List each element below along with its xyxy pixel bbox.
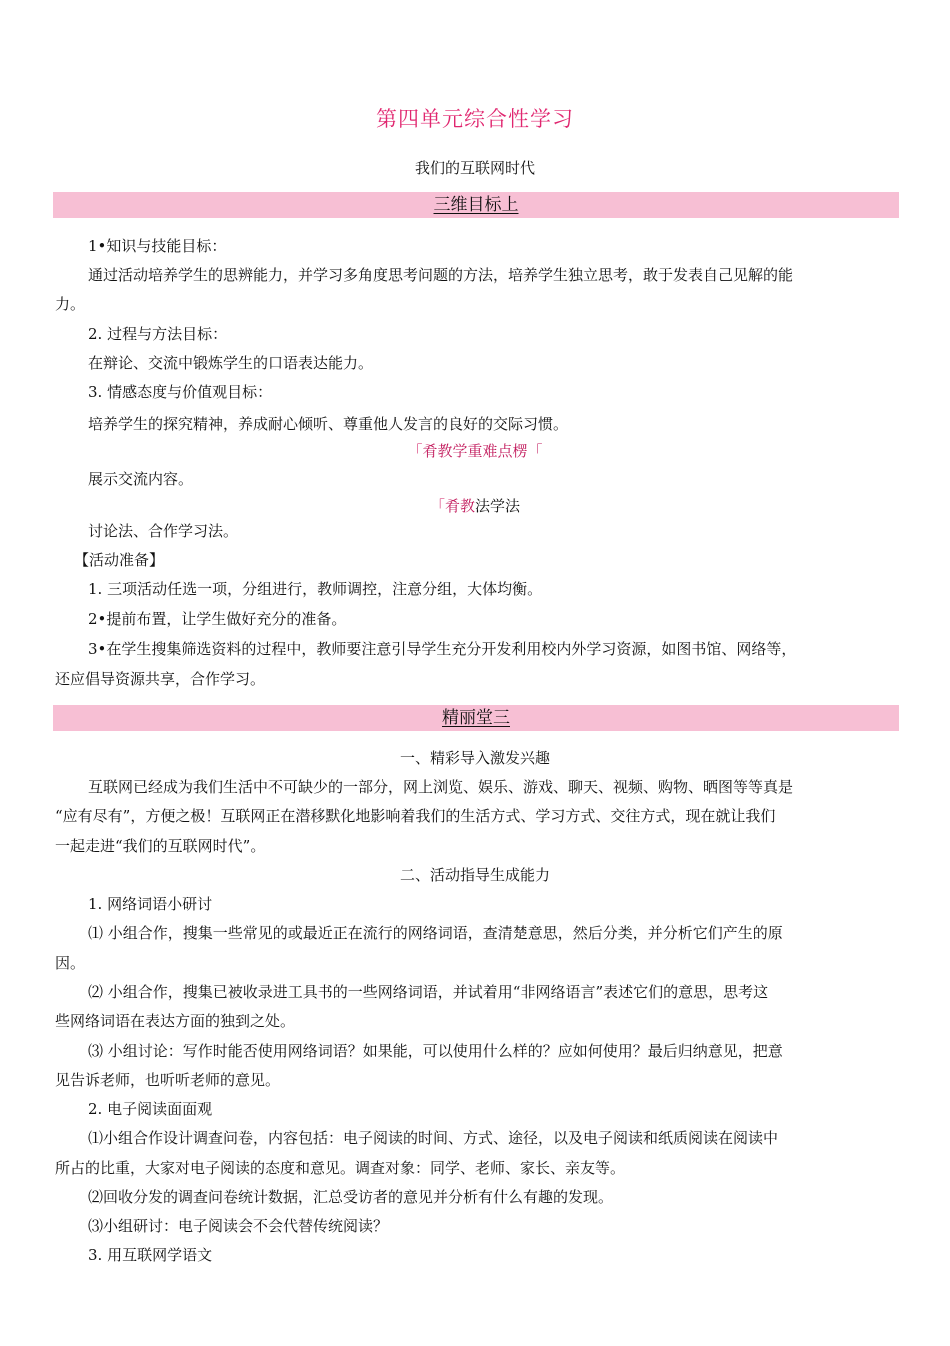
goal1-body: 通过活动培养学生的思辨能力，并学习多角度思考问题的方法，培养学生独立思考，敢于发表自己见解的能 bbox=[88, 266, 794, 284]
method-label-b: 法学法 bbox=[475, 497, 521, 515]
part2-heading: 二、活动指导生成能力 bbox=[399, 866, 550, 884]
prep-item-1: 1. 三项活动任选一项，分组进行，教师调控，注意分组，大体均衡。 bbox=[88, 580, 543, 598]
section-band-class-label: 精丽堂三 bbox=[442, 708, 510, 728]
activity2-item2: ⑵回收分发的调查问卷统计数据，汇总受访者的意见并分析有什么有趣的发现。 bbox=[88, 1188, 614, 1206]
part1-para-line2: “应有尽有”，方便之极！互联网正在潜移默化地影响着我们的生活方式、学习方式、交往方式，现在就让我们 bbox=[55, 807, 776, 825]
method-bracket: 「 bbox=[429, 497, 445, 515]
activity2-item1: ⑴小组合作设计调查问卷，内容包括：电子阅读的时间、方式、途径，以及电子阅读和纸质阅读在阅读中 bbox=[88, 1129, 779, 1147]
goal2-body: 在辩论、交流中锻炼学生的口语表达能力。 bbox=[88, 354, 374, 372]
activity1-item2-cont: 些网络词语在表达方面的独到之处。 bbox=[55, 1012, 296, 1030]
key-points-label: 肴教学重难点楞「 bbox=[422, 442, 543, 460]
part1-para-line3: 一起走进“我们的互联网时代”。 bbox=[55, 837, 266, 855]
prep-item-2: 2•提前布置，让学生做好充分的准备。 bbox=[88, 610, 347, 628]
page-subtitle: 我们的互联网时代 bbox=[414, 159, 535, 177]
goal3-body: 培养学生的探究精神，养成耐心倾听、尊重他人发言的良好的交际习惯。 bbox=[88, 415, 569, 433]
prep-item-3: 3•在学生搜集筛选资料的过程中，教师要注意引导学生充分开发利用校内外学习资源，如图书馆、网络等， bbox=[88, 640, 797, 658]
section-band-goals-label: 三维目标上 bbox=[433, 195, 519, 215]
activity1-item3: ⑶ 小组讨论：写作时能否使用网络词语？如果能，可以使用什么样的？应如何使用？最后归纳意见，把意 bbox=[88, 1042, 783, 1060]
method-label-a: 肴教 bbox=[444, 497, 475, 515]
key-points-body: 展示交流内容。 bbox=[88, 470, 194, 488]
goal1-body-cont: 力。 bbox=[55, 295, 86, 313]
activity1-item2: ⑵ 小组合作，搜集已被收录进工具书的一些网络词语，并试着用“非网络语言”表述它们的意思，思考这 bbox=[88, 983, 769, 1001]
activity2-item1-cont: 所占的比重，大家对电子阅读的态度和意见。调查对象：同学、老师、家长、亲友等。 bbox=[55, 1159, 626, 1177]
goal2-heading: 2. 过程与方法目标： bbox=[88, 325, 228, 343]
activity1-item1-cont: 因。 bbox=[55, 954, 86, 972]
activity1-heading: 1. 网络词语小研讨 bbox=[88, 895, 213, 913]
key-points-bracket: 「 bbox=[407, 442, 423, 460]
activity2-heading: 2. 电子阅读面面观 bbox=[88, 1100, 213, 1118]
activity2-item3: ⑶小组研讨：电子阅读会不会代替传统阅读？ bbox=[88, 1217, 389, 1235]
goal1-heading: 1•知识与技能目标： bbox=[88, 237, 227, 255]
prep-item-3-cont: 还应倡导资源共享，合作学习。 bbox=[55, 670, 266, 688]
activity1-item1: ⑴ 小组合作，搜集一些常见的或最近正在流行的网络词语，查清楚意思，然后分类，并分析它们产生的原 bbox=[88, 924, 783, 942]
section-band-class bbox=[53, 705, 899, 731]
key-points-heading bbox=[0, 440, 950, 461]
activity1-item3-cont: 见告诉老师，也听听老师的意见。 bbox=[55, 1071, 281, 1089]
activity3-heading: 3. 用互联网学语文 bbox=[88, 1246, 213, 1264]
part1-para-line1: 互联网已经成为我们生活中不可缺少的一部分，网上浏览、娱乐、游戏、聊天、视频、购物、晒图等等真是 bbox=[88, 778, 794, 796]
method-heading bbox=[0, 495, 950, 516]
prep-heading: 【活动准备】 bbox=[74, 551, 165, 569]
section-band-goals bbox=[53, 192, 899, 218]
goal3-heading: 3. 情感态度与价值观目标： bbox=[88, 383, 273, 401]
part1-heading: 一、精彩导入激发兴趣 bbox=[399, 749, 550, 767]
method-body: 讨论法、合作学习法。 bbox=[88, 522, 239, 540]
page-title: 第四单元综合性学习 bbox=[376, 107, 574, 131]
